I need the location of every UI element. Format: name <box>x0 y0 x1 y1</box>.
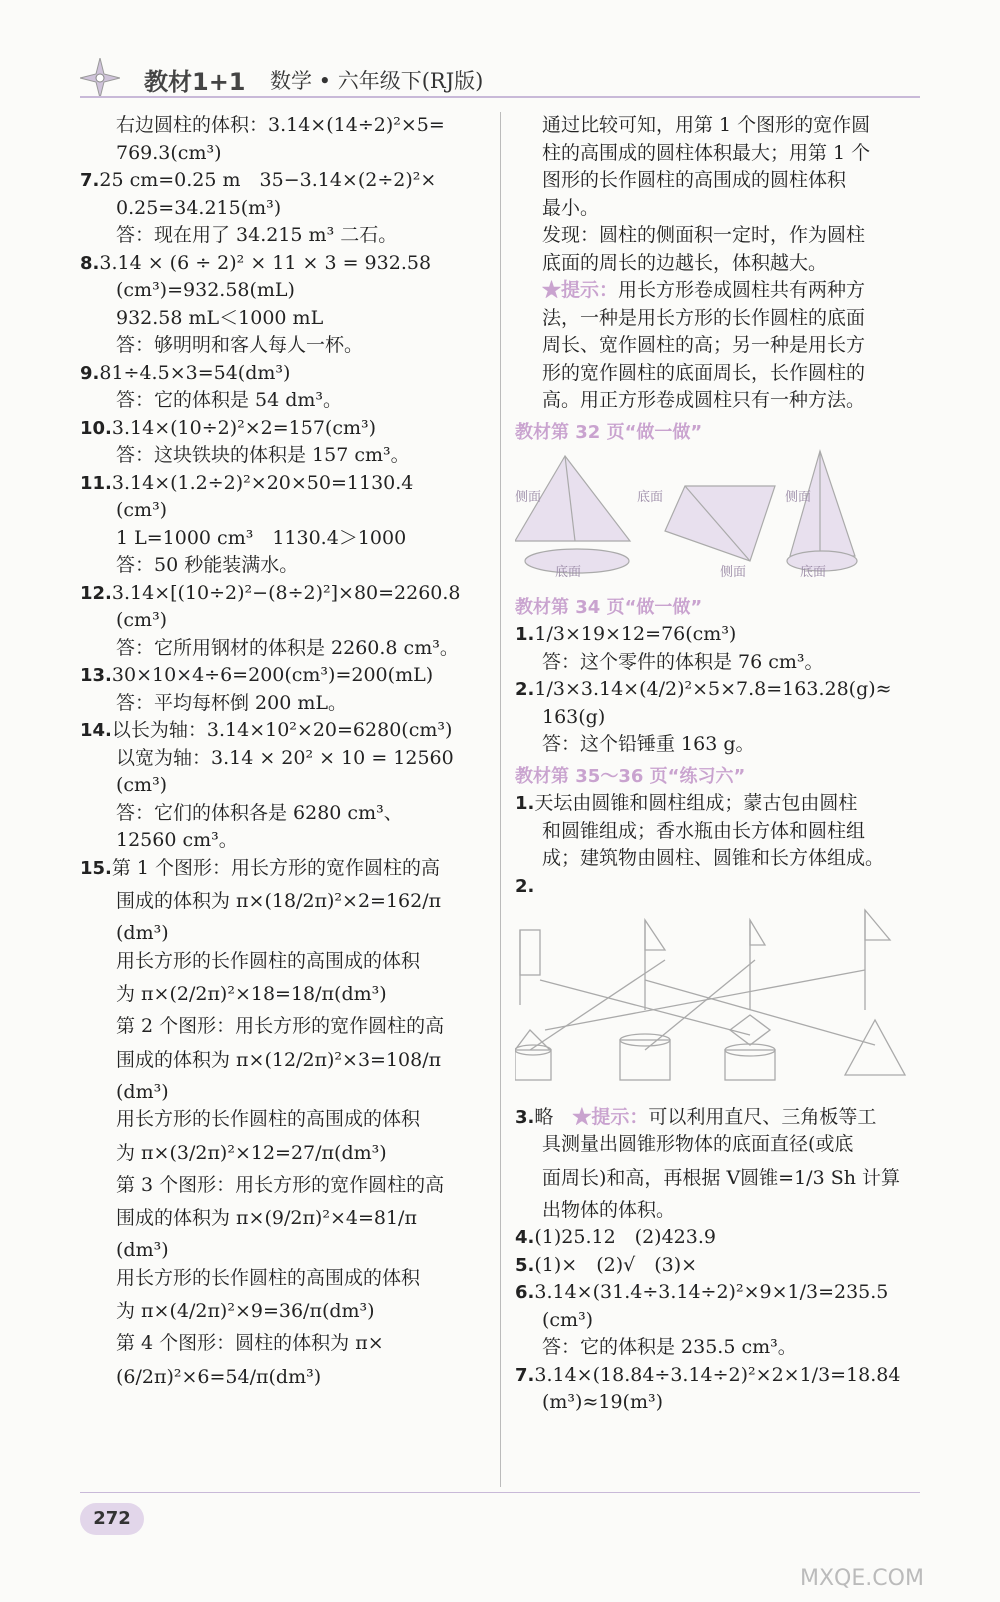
answer-line <box>80 772 490 800</box>
answer-text: 成；建筑物由圆柱、圆锥和长方体组成。 <box>542 847 885 869</box>
label-side: 侧面 <box>515 490 542 505</box>
answer-line <box>80 717 490 745</box>
answer-text: 769.3(cm³) <box>116 141 222 164</box>
answer-line <box>515 1307 920 1335</box>
answer-text: (6/2π)²×6=54/π(dm³) <box>116 1365 322 1388</box>
answer-line <box>80 882 490 920</box>
tip-line: 形的宽作圆柱的底面周长，长作圆柱的 <box>542 361 866 384</box>
tip-block <box>515 277 920 415</box>
answer-text: 25 cm=0.25 m 35−3.14×(2÷2)²× <box>99 169 437 191</box>
answer-text: 3.14×(1.2÷2)²×20×50=1130.4 <box>111 471 414 494</box>
answer-line <box>80 1237 490 1265</box>
answer-line <box>80 1265 490 1293</box>
answer-line: 最小。 <box>542 196 600 219</box>
book-title: 教材1+1 <box>144 68 246 96</box>
tip-label: ★提示： <box>542 279 619 301</box>
answer-text: 1/3×19×12=76(cm³) <box>534 623 737 645</box>
answer-text: 围成的体积为 π×(12/2π)²×3=108/π <box>116 1048 442 1071</box>
question-number: 12. <box>80 582 112 604</box>
answer-line <box>515 621 920 649</box>
answer-text: 第 4 个图形：圆柱的体积为 π× <box>116 1332 384 1354</box>
answer-line <box>80 222 490 250</box>
answer-line <box>80 1013 490 1041</box>
answer-text: 用长方形的长作圆柱的高围成的体积 <box>116 1108 421 1130</box>
answer-line <box>80 580 490 608</box>
answer-line <box>80 855 490 883</box>
q3-line <box>515 1104 920 1132</box>
answer-text: 12560 cm³。 <box>116 829 238 851</box>
label-side: 侧面 <box>785 490 812 505</box>
answer-text: 3.14×[(10÷2)²−(8÷2)²]×80=2260.8 <box>111 581 461 604</box>
answer-line <box>80 332 490 360</box>
answer-text: 答：它的体积是 54 dm³。 <box>116 389 343 411</box>
answer-line: 柱的高围成的圆柱体积最大；用第 1 个 <box>542 141 871 164</box>
tip-text: 用长方形卷成圆柱共有两种方 <box>618 279 866 301</box>
question-number: 7. <box>80 170 100 191</box>
question-number: 11. <box>80 472 112 494</box>
answer-text: 81÷4.5×3=54(dm³) <box>99 361 291 384</box>
tip-line <box>542 277 920 305</box>
tip-text: 可以利用直尺、三角板等工 <box>648 1105 877 1128</box>
label-bottom: 底面 <box>637 490 664 505</box>
cone-unfold-figure <box>515 446 915 581</box>
question-number: 9. <box>80 362 100 384</box>
label-bottom: 底面 <box>555 565 582 580</box>
answer-text: 答：这个铅锤重 163 g。 <box>542 733 755 755</box>
answer-line <box>515 1362 920 1390</box>
answer-line <box>515 649 920 677</box>
answer-text: 答：50 秒能装满水。 <box>116 554 299 576</box>
answer-line <box>515 790 920 818</box>
answer-text: (m³)≈19(m³) <box>542 1391 664 1413</box>
answer-line <box>515 704 920 732</box>
answer-text: (dm³) <box>116 1080 169 1103</box>
q15-conclusion <box>515 112 920 277</box>
question-number: 7. <box>515 1364 535 1386</box>
question-number: 8. <box>80 252 100 274</box>
answer-line <box>515 845 920 873</box>
answer-text: 答：这个零件的体积是 76 cm³。 <box>542 650 824 673</box>
answer-text: 3.14×(31.4÷3.14÷2)²×9×1/3=235.5 <box>534 1281 889 1303</box>
label-bottom: 底面 <box>800 565 827 580</box>
answer-line <box>80 112 490 140</box>
answer-line: 底面的周长的边越长，体积越大。 <box>542 251 828 274</box>
answer-line <box>515 676 920 704</box>
answer-line <box>80 1134 490 1172</box>
answer-text: 第 3 个图形：用长方形的宽作圆柱的高 <box>116 1173 445 1196</box>
answer-line <box>80 305 490 333</box>
answer-line <box>80 1106 490 1134</box>
section-heading-p35: 教材第 35～36 页“练习六” <box>515 765 746 787</box>
answer-line <box>80 140 490 168</box>
answer-text: (dm³) <box>116 922 169 944</box>
answer-line <box>80 497 490 525</box>
answer-line <box>80 635 490 663</box>
answer-text: 答：够明明和客人每人一杯。 <box>116 334 364 356</box>
answer-text: 围成的体积为 π×(9/2π)²×4=81/π <box>116 1207 417 1229</box>
tip-line: 具测量出圆锥形物体的底面直径(或底 <box>542 1133 854 1155</box>
left-answers <box>80 112 490 855</box>
answer-text: 1/3×3.14×(4/2)²×5×7.8=163.28(g)≈ <box>534 678 892 700</box>
footer-divider <box>80 1492 920 1493</box>
answer-line <box>80 920 490 948</box>
question-15-answer <box>80 855 490 1396</box>
question-number: 1. <box>515 793 535 814</box>
watermark-logo <box>790 1515 990 1595</box>
answer-line <box>80 250 490 278</box>
answer-text: 答：现在用了 34.215 m³ 二石。 <box>116 224 398 246</box>
question-3-answer <box>515 1104 920 1225</box>
answer-text: 以长为轴：3.14×10²×20=6280(cm³) <box>111 719 453 741</box>
answer-line <box>80 827 490 855</box>
tip-line: 出物体的体积。 <box>542 1198 676 1221</box>
answer-line <box>515 873 920 901</box>
answer-text: 3.14×(18.84÷3.14÷2)²×2×1/3=18.84 <box>534 1363 901 1386</box>
answer-line <box>80 195 490 223</box>
p34-answers <box>515 621 920 759</box>
answer-text: 答：它们的体积各是 6280 cm³、 <box>116 801 403 824</box>
answer-line <box>80 745 490 773</box>
answer-text: 第 2 个图形：用长方形的宽作圆柱的高 <box>116 1015 445 1037</box>
question-number: 10. <box>80 417 112 439</box>
answer-line: 通过比较可知，用第 1 个图形的宽作圆 <box>542 114 871 136</box>
p35-answers-cont <box>515 1224 920 1417</box>
answer-line <box>80 525 490 553</box>
answer-text: (cm³)=932.58(mL) <box>116 279 295 301</box>
answer-text: 答：这块铁块的体积是 157 cm³。 <box>116 444 410 466</box>
question-number: 1. <box>515 624 535 645</box>
answer-line <box>80 1041 490 1079</box>
tip-line: 面周长)和高，再根据 V圆锥=1/3 Sh 计算 <box>542 1166 901 1189</box>
answer-line <box>80 690 490 718</box>
answer-text: 天坛由圆锥和圆柱组成；蒙古包由圆柱 <box>534 792 858 814</box>
question-number: 2. <box>515 679 535 700</box>
question-number: 5. <box>515 1254 535 1276</box>
answer-text: 为 π×(4/2π)²×9=36/π(dm³) <box>116 1300 375 1322</box>
tip-line: 高。用正方形卷成圆柱只有一种方法。 <box>542 389 866 411</box>
answer-text: (dm³) <box>116 1239 169 1261</box>
section-heading-p34: 教材第 34 页“做一做” <box>515 596 703 618</box>
answer-line <box>515 1334 920 1362</box>
watermark-text: MXQE.COM <box>800 1566 924 1591</box>
answer-line <box>80 1358 490 1396</box>
q3-answer: 略 <box>534 1105 554 1128</box>
tip-line: 法，一种是用长方形的长作圆柱的底面 <box>542 306 866 329</box>
answer-line <box>80 607 490 635</box>
answer-text: 3.14 × (6 ÷ 2)² × 11 × 3 = 932.58 <box>99 251 432 274</box>
answer-line <box>80 1330 490 1358</box>
answer-line <box>80 948 490 976</box>
answer-line <box>80 975 490 1013</box>
answer-text: (cm³) <box>116 774 168 796</box>
tip-line: 周长、宽作圆柱的高；另一种是用长方 <box>542 334 866 356</box>
answer-line <box>515 1224 920 1252</box>
answer-line <box>80 1079 490 1107</box>
question-number: 4. <box>515 1227 535 1248</box>
answer-line <box>80 1292 490 1330</box>
right-column <box>515 112 920 1417</box>
answer-text: 用长方形的长作圆柱的高围成的体积 <box>116 1266 421 1289</box>
answer-text: 163(g) <box>542 705 606 728</box>
answer-text: 答：它的体积是 235.5 cm³。 <box>542 1336 797 1358</box>
column-divider <box>500 112 501 1487</box>
answer-line <box>80 800 490 828</box>
answer-text: 以宽为轴：3.14 × 20² × 10 = 12560 <box>116 746 454 769</box>
answer-line <box>80 442 490 470</box>
answer-line: 发现：圆柱的侧面积一定时，作为圆柱 <box>542 224 866 246</box>
answer-text: 3.14×(10÷2)²×2=157(cm³) <box>111 416 377 439</box>
page-number: 272 <box>80 1503 144 1535</box>
answer-line <box>515 731 920 759</box>
answer-line <box>515 1279 920 1307</box>
answer-text: 用长方形的长作圆柱的高围成的体积 <box>116 949 421 972</box>
answer-text: 第 1 个图形：用长方形的宽作圆柱的高 <box>111 856 441 879</box>
answer-text: 为 π×(2/2π)²×18=18/π(dm³) <box>116 983 387 1005</box>
matching-figure <box>515 900 915 1095</box>
answer-line <box>80 470 490 498</box>
section-heading-p32: 教材第 32 页“做一做” <box>515 421 703 443</box>
answer-text: (cm³) <box>542 1308 594 1331</box>
answer-line <box>80 1172 490 1200</box>
answer-text: 1 L=1000 cm³ 1130.4＞1000 <box>116 526 407 549</box>
tip-label: ★提示： <box>572 1105 649 1128</box>
question-number: 15. <box>80 857 112 879</box>
answer-line: 图形的长作圆柱的高围成的圆柱体积 <box>542 169 847 191</box>
answer-line <box>80 277 490 305</box>
question-number: 2. <box>515 875 535 897</box>
answer-text: (cm³) <box>116 499 168 521</box>
answer-line <box>80 552 490 580</box>
subject-line: 数学 • 六年级下(RJ版) <box>270 69 484 93</box>
label-side: 侧面 <box>720 565 747 580</box>
answer-line <box>80 1199 490 1237</box>
compass-star-icon <box>80 58 120 98</box>
answer-text: 30×10×4÷6=200(cm³)=200(mL) <box>111 664 434 686</box>
answer-text: 为 π×(3/2π)²×12=27/π(dm³) <box>116 1141 387 1164</box>
answer-line <box>80 415 490 443</box>
answer-text: 0.25=34.215(m³) <box>116 196 282 219</box>
p35-answers <box>515 790 920 900</box>
answer-text: 答：它所用钢材的体积是 2260.8 cm³。 <box>116 636 459 659</box>
answer-line <box>515 818 920 846</box>
header-divider <box>80 96 920 98</box>
answer-line <box>80 387 490 415</box>
answer-text: (1)25.12 (2)423.9 <box>534 1226 716 1248</box>
answer-text: (cm³) <box>116 609 168 631</box>
answer-text: (1)× (2)√ (3)× <box>534 1253 698 1276</box>
answer-line <box>80 360 490 388</box>
question-number: 6. <box>515 1282 535 1303</box>
answer-text: 围成的体积为 π×(18/2π)²×2=162/π <box>116 890 442 912</box>
answer-text: 右边圆柱的体积：3.14×(14÷2)²×5= <box>116 114 445 136</box>
answer-text: 和圆锥组成；香水瓶由长方体和圆柱组 <box>542 819 866 842</box>
page-header <box>80 58 920 98</box>
question-number: 13. <box>80 665 112 686</box>
answer-line <box>515 1389 920 1417</box>
answer-text: 答：平均每杯倒 200 mL。 <box>116 691 347 714</box>
answer-text: 932.58 mL＜1000 mL <box>116 306 324 329</box>
left-column <box>80 112 490 1396</box>
answer-line <box>80 167 490 195</box>
answer-line <box>515 1252 920 1280</box>
answer-line <box>80 662 490 690</box>
question-number: 3. <box>515 1106 535 1128</box>
question-number: 14. <box>80 720 112 741</box>
